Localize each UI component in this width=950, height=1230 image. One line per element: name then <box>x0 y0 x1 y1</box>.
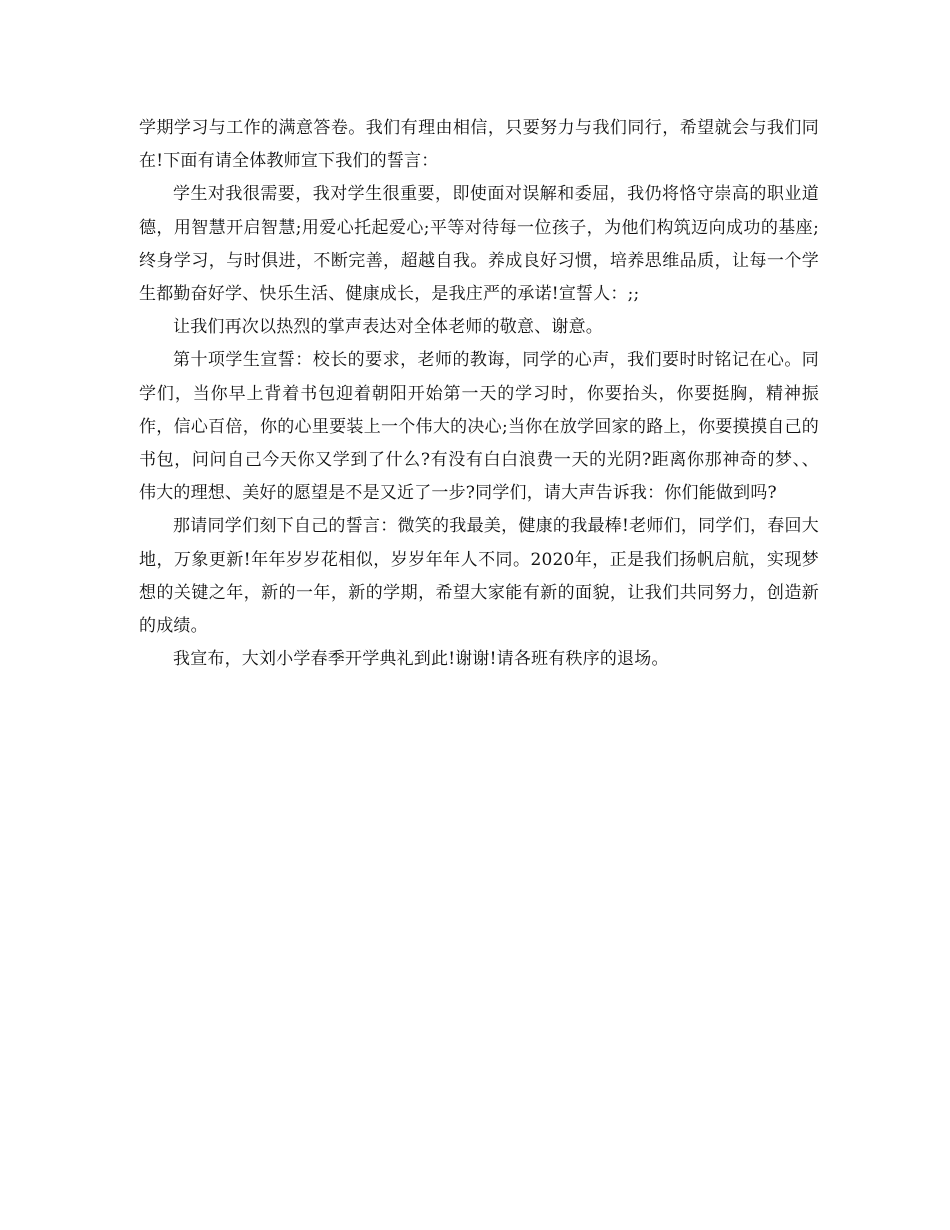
paragraph-student-oath: 第十项学生宣誓：校长的要求，老师的教诲，同学的心声，我们要时时铭记在心。同学们，当你早上背着书包迎着朝阳开始第一天的学习时，你要抬头，你要挺胸，精神振作，信心百倍，你的心里要装上一个伟大的决心;当你在放学回家的路上，你要摸摸自己的书包，问问自己今天你又学到了什么?有没有白白浪费一天的光阴?距离你那神奇的梦、、伟大的理想、美好的愿望是不是又近了一步?同学们，请大声告诉我：你们能做到吗? <box>139 350 819 504</box>
paragraph-continuation: 学期学习与工作的满意答卷。我们有理由相信，只要努力与我们同行，希望就会与我们同在!下面有请全体教师宣下我们的誓言： <box>139 118 819 172</box>
paragraph-applause: 让我们再次以热烈的掌声表达对全体老师的敬意、谢意。 <box>173 317 603 338</box>
paragraph-student-vow: 那请同学们刻下自己的誓言：微笑的我最美，健康的我最棒!老师们，同学们，春回大地，万象更新!年年岁岁花相似，岁岁年年人不同。2020年，正是我们扬帆启航，实现梦想的关键之年，新的一年，新的学期，希望大家能有新的面貌，让我们共同努力，创造新的成绩。 <box>139 516 819 637</box>
document-body <box>139 112 819 676</box>
paragraph-closing: 我宣布，大刘小学春季开学典礼到此!谢谢!请各班有秩序的退场。 <box>173 649 669 670</box>
paragraph-teacher-oath: 学生对我很需要，我对学生很重要，即使面对误解和委屈，我仍将恪守崇高的职业道德，用智慧开启智慧;用爱心托起爱心;平等对待每一位孩子，为他们构筑迈向成功的基座;终身学习，与时俱进，不断完善，超越自我。养成良好习惯，培养思维品质，让每一个学生都勤奋好学、快乐生活、健康成长，是我庄严的承诺!宣誓人：;; <box>139 184 819 305</box>
